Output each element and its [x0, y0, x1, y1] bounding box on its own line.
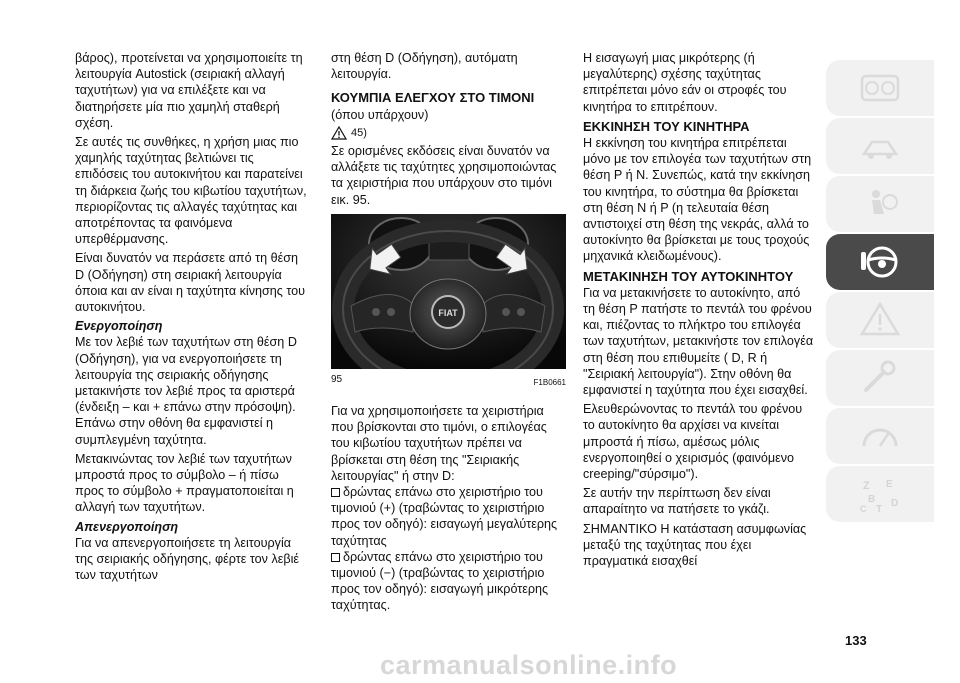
- tab-index[interactable]: [826, 466, 934, 522]
- tab-warnings[interactable]: [826, 292, 934, 348]
- airbag-seat-icon: [858, 184, 902, 224]
- steering-wheel-icon: [858, 242, 902, 282]
- tab-safety[interactable]: [826, 176, 934, 232]
- paragraph: Για να απενεργοποιήσετε τη λειτουργία της σειριακής οδήγησης, φέρτε τον λεβιέ των ταχυτήτων: [75, 535, 300, 583]
- warning-reference: [331, 125, 566, 141]
- text-column-3: [583, 50, 815, 569]
- paragraph: Η εκκίνηση του κινητήρα επιτρέπεται μόνο με τον επιλογέα των ταχυτήτων στη θέση P ή N. Συνεπώς, κατά την εκκίνηση του κινητήρα, το σύστημα θα βρίσκεται στη θέση N ή P (η τελευταία θέση αντιστοιχεί στη θέση της νεκράς, αλλά το αυτοκίνητο θα βρίσκεται με τους τροχούς μηχανικά κλειδωμένους).: [583, 136, 812, 264]
- figure-caption: [331, 372, 566, 391]
- tab-technical-data[interactable]: [826, 408, 934, 464]
- index-letter: C: [860, 504, 867, 514]
- dashboard-icon: [858, 68, 902, 108]
- warning-triangle-icon: [331, 126, 347, 140]
- bullet-square-icon: [331, 488, 340, 497]
- paragraph: Ελευθερώνοντας το πεντάλ του φρένου το αυτοκίνητο θα αρχίσει να κινείται μπροστά ή πίσω, αμέσως μόλις ενεργοποιηθεί ο χειρισμός (φαινόμενο creeping/"σύρσιμο").: [583, 402, 803, 482]
- section-heading-steering-controls: ΚΟΥΜΠΙΑ ΕΛΕΓΧΟΥ ΣΤΟ ΤΙΜΟΝΙ: [331, 90, 535, 106]
- section-heading-engine-start: ΕΚΚΙΝΗΣΗ ΤΟΥ ΚΙΝΗΤΗΡΑ: [583, 118, 750, 134]
- chapter-tabs: [826, 60, 934, 524]
- speedometer-icon: [858, 416, 902, 456]
- paragraph: Είναι δυνατόν να περάσετε από τη θέση D (Οδήγηση) στη σειριακή λειτουργία όποια και αν είναι η ταχύτητα κίνησης του αυτοκινήτου.: [75, 251, 306, 315]
- section-subtitle: (όπου υπάρχουν): [331, 107, 429, 122]
- paragraph: Σε αυτήν την περίπτωση δεν είναι απαραίτητο να πατήσετε το γκάζι.: [583, 486, 771, 517]
- paragraph: Για να χρησιμοποιήσετε τα χειριστήρια που βρίσκονται στο τιμόνι, ο επιλογέας του κιβωτίου ταχυτήτων πρέπει να βρίσκεται στη θέση της "Σειριακής λειτουργίας" ή στην D:: [331, 404, 547, 483]
- paragraph: Η εισαγωγή μιας μικρότερης (ή μεγαλύτερης) σχέσης ταχύτητας επιτρέπεται μόνο εάν οι στροφές του κινητήρα το επιτρέπουν.: [583, 51, 787, 114]
- tab-emergency[interactable]: [826, 350, 934, 406]
- page-number: 133: [845, 633, 867, 648]
- subheading-deactivation: Απενεργοποίηση: [75, 519, 179, 534]
- tab-starting-driving[interactable]: [826, 234, 934, 290]
- text-column-1: [75, 50, 310, 584]
- paragraph: Σε αυτές τις συνθήκες, η χρήση μιας πιο χαμηλής ταχύτητας βελτιώνει τις επιδόσεις του αυτοκινήτου και παρατείνει τη διάρκεια ζωής του κιβωτίου ταχυτήτων, περιορίζοντας τις αλλαγές ταχύτητας και αποτρέποντας τα φαινόμενα υπερθέρμανσης.: [75, 135, 307, 247]
- figure-number: 95: [331, 373, 343, 385]
- paragraph: Σε ορισμένες εκδόσεις είναι δυνατόν να αλλάξετε τις ταχύτητες χρησιμοποιώντας τα χειριστήρια που υπάρχουν στο τιμόνι εικ. 95.: [331, 144, 557, 207]
- index-letter: T: [876, 504, 883, 514]
- index-letter: D: [891, 498, 899, 509]
- paragraph: βάρος), προτείνεται να χρησιμοποιείτε τη λειτουργία Autostick (σειριακή αλλαγή ταχυτήτων) για να επιλέξετε και να διατηρήσετε μία πιο χαμηλή σταθερή σχέση.: [75, 51, 303, 130]
- paragraph: Μετακινώντας τον λεβιέ των ταχυτήτων μπροστά προς το σύμβολο – ή πίσω προς το σύμβολο + πραγματοποιείται η αλλαγή των ταχυτήτων.: [75, 451, 294, 515]
- svg-text:FIAT: FIAT: [438, 307, 458, 318]
- paragraph: στη θέση D (Οδήγηση), αυτόματη λειτουργία.: [331, 51, 518, 82]
- paragraph: ΣΗΜΑΝΤΙΚΟ Η κατάσταση ασυμφωνίας μεταξύ της ταχύτητας που έχει πραγματικά εισαχθεί: [583, 521, 807, 569]
- bullet-item: [331, 484, 566, 549]
- paragraph: Για να μετακινήσετε το αυτοκίνητο, από τη θέση P πατήστε το πεντάλ του φρένου και, πιέζοντας το πλήκτρο του επιλογέα των ταχυτήτων, μετακινήστε τον επιλογέα στη θέση που επιθυμείτε ( D, R ή "Σειριακή λειτουργία"). Στην οθόνη θα εμφανιστεί η ταχύτητα που έχει εισαχθεί.: [583, 285, 814, 398]
- bullet-square-icon: [331, 553, 340, 562]
- section-heading-moving-car: ΜΕΤΑΚΙΝΗΣΗ ΤΟΥ ΑΥΤΟΚΙΝΗΤΟΥ: [583, 268, 794, 284]
- subheading-activation: Ενεργοποίηση: [75, 319, 163, 334]
- wrench-car-icon: [858, 358, 902, 398]
- alphabet-index-icon: [858, 474, 902, 514]
- bullet-item: [331, 549, 566, 614]
- figure-steering-wheel-paddles: [331, 214, 566, 369]
- tab-dashboard[interactable]: [826, 60, 934, 116]
- bullet-text: δρώντας επάνω στο χειριστήριο του τιμονιού (−) (τραβώντας το χειριστήριο προς τον οδηγό): εισαγωγή μικρότερης ταχύτητας.: [331, 549, 549, 613]
- index-letter: Z: [863, 480, 870, 492]
- paragraph: Με τον λεβιέ των ταχυτήτων στη θέση D (Οδήγηση), για να ενεργοποιήσετε τη λειτουργία της σειριακής οδήγησης μετακινήστε τον λεβιέ προς τα αριστερά (ένδειξη – και + επάνω στην πρόσοψη). Επάνω στην οθόνη θα εμφανιστεί η συμπλεγμένη ταχύτητα.: [75, 335, 297, 447]
- index-letter: E: [886, 479, 893, 490]
- text-column-2: [331, 50, 566, 614]
- warning-reference-number: 45): [351, 126, 367, 139]
- tab-keys[interactable]: [826, 118, 934, 174]
- steering-wheel-photo: [331, 214, 566, 369]
- figure-code: F1B0661: [533, 377, 566, 387]
- watermark: carmanualsonline.info: [380, 650, 678, 680]
- car-key-icon: [858, 126, 902, 166]
- index-letter: B: [868, 494, 876, 505]
- bullet-text: δρώντας επάνω στο χειριστήριο του τιμονιού (+) (τραβώντας το χειριστήριο προς τον οδηγό): εισαγωγή μεγαλύτερης ταχύτητας: [331, 485, 558, 548]
- warning-triangle-car-icon: [858, 300, 902, 340]
